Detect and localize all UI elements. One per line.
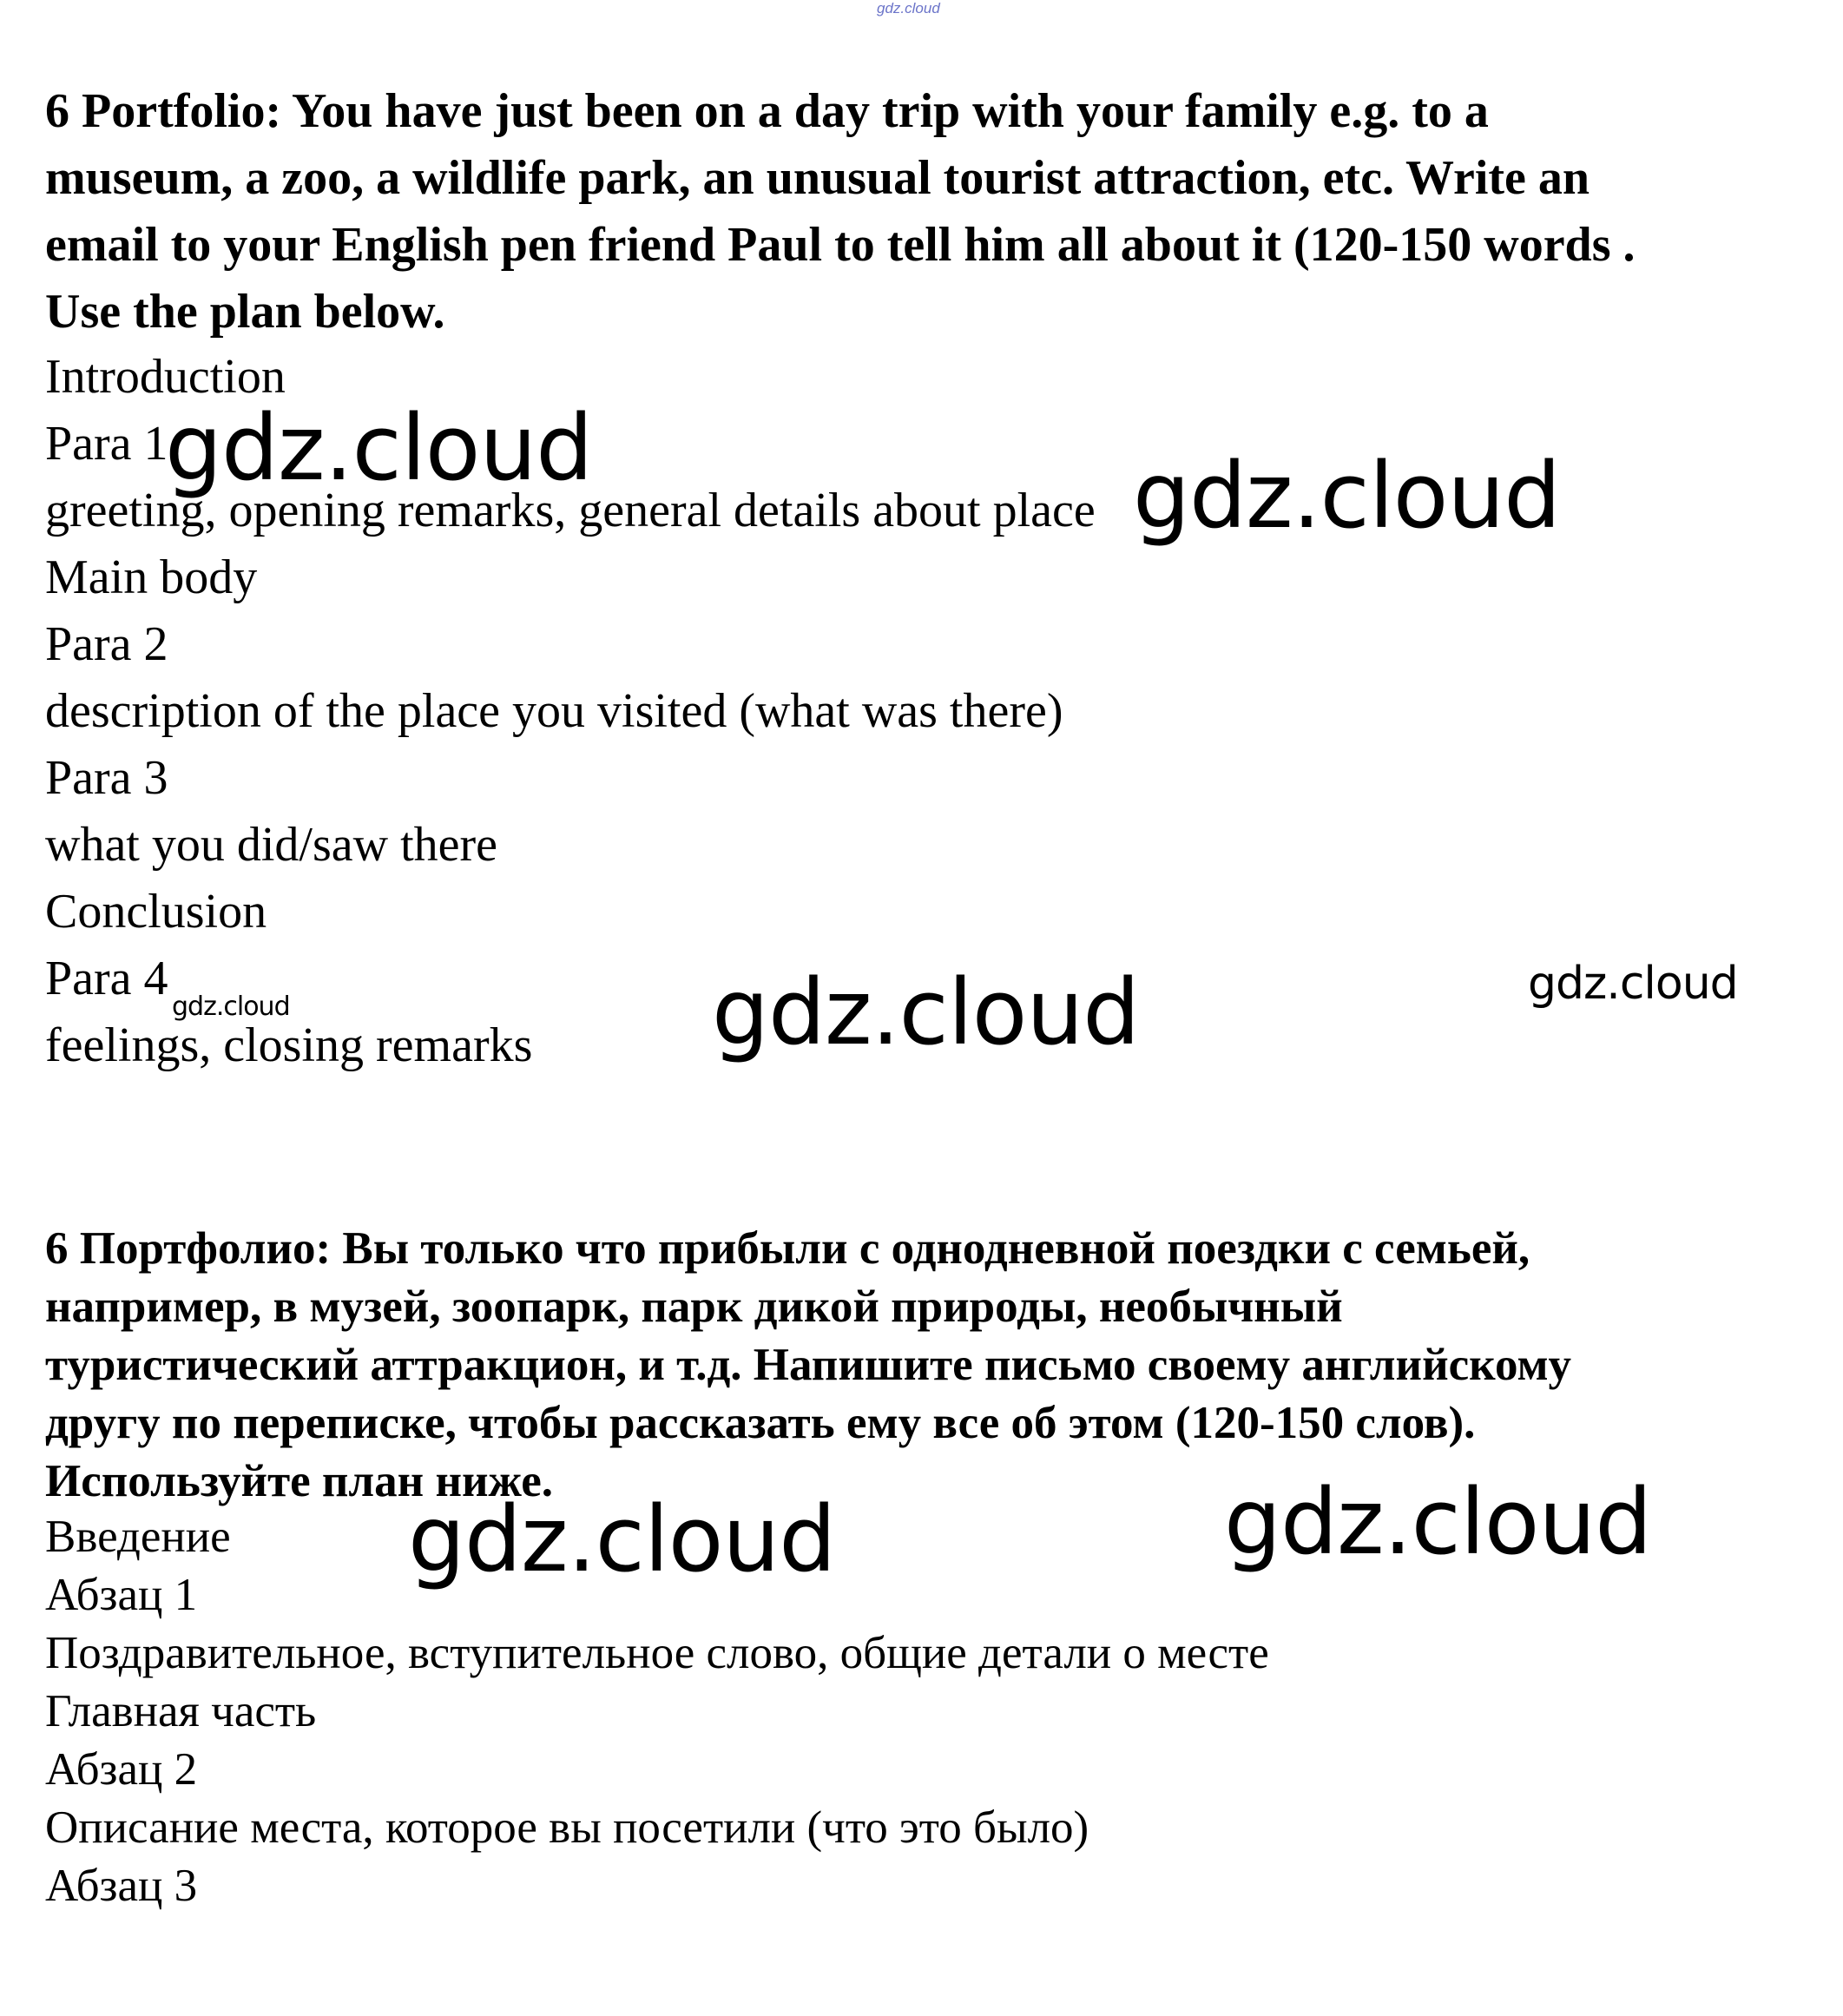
russian-task-line: 6 Портфолио: Вы только что прибыли с однодневной поездки с семьей, [45, 1223, 1530, 1274]
plan-paragraph-description: feelings, closing remarks [45, 1018, 533, 1072]
english-task-line: Use the plan below. [45, 285, 445, 339]
plan-paragraph-label: Абзац 1 [45, 1570, 198, 1620]
plan-paragraph-label: Абзац 3 [45, 1861, 198, 1911]
watermark: gdz.cloud [165, 395, 593, 501]
russian-task-text [45, 1220, 1571, 1511]
plan-section-introduction: Introduction [45, 350, 286, 404]
top-watermark: gdz.cloud [877, 0, 940, 16]
plan-paragraph-description: what you did/saw there [45, 818, 497, 872]
plan-paragraph-label: Para 4 [45, 952, 168, 1005]
watermark: gdz.cloud [1224, 1469, 1652, 1575]
watermark: gdz.cloud [408, 1486, 836, 1592]
plan-paragraph-label: Para 1 [45, 417, 168, 471]
russian-task-line: например, в музей, зоопарк, парк дикой природы, необычный [45, 1281, 1343, 1332]
english-task-text [45, 78, 1635, 346]
plan-paragraph-description: greeting, opening remarks, general details about place [45, 484, 1096, 537]
english-task-line: 6 Portfolio: You have just been on a day trip with your family e.g. to a [45, 84, 1489, 138]
watermark: gdz.cloud [1133, 443, 1561, 549]
plan-paragraph-description: Описание места, которое вы посетили (что это было) [45, 1802, 1089, 1853]
english-task-line: email to your English pen friend Paul to tell him all about it (120-150 words . [45, 218, 1636, 272]
russian-task-line: Используйте план ниже. [45, 1456, 554, 1506]
plan-paragraph-description: description of the place you visited (what was there) [45, 684, 1063, 738]
plan-paragraph-label: Para 3 [45, 751, 168, 805]
plan-paragraph-label: Para 2 [45, 617, 168, 671]
plan-paragraph-description: Поздравительное, вступительное слово, общие детали о месте [45, 1628, 1269, 1678]
plan-section-introduction: Введение [45, 1512, 231, 1562]
plan-section-conclusion: Conclusion [45, 885, 267, 939]
russian-task-line: другу по переписке, чтобы рассказать ему все об этом (120-150 слов). [45, 1398, 1476, 1448]
watermark: gdz.cloud [1528, 958, 1738, 1010]
english-task-line: museum, a zoo, a wildlife park, an unusual tourist attraction, etc. Write an [45, 151, 1590, 205]
watermark: gdz.cloud [172, 992, 290, 1022]
plan-section-main-body: Main body [45, 550, 258, 604]
plan-section-main-body: Главная часть [45, 1686, 317, 1736]
plan-paragraph-label: Абзац 2 [45, 1744, 198, 1795]
watermark: gdz.cloud [712, 959, 1140, 1065]
russian-task-line: туристический аттракцион, и т.д. Напишите письмо своему английскому [45, 1340, 1572, 1390]
